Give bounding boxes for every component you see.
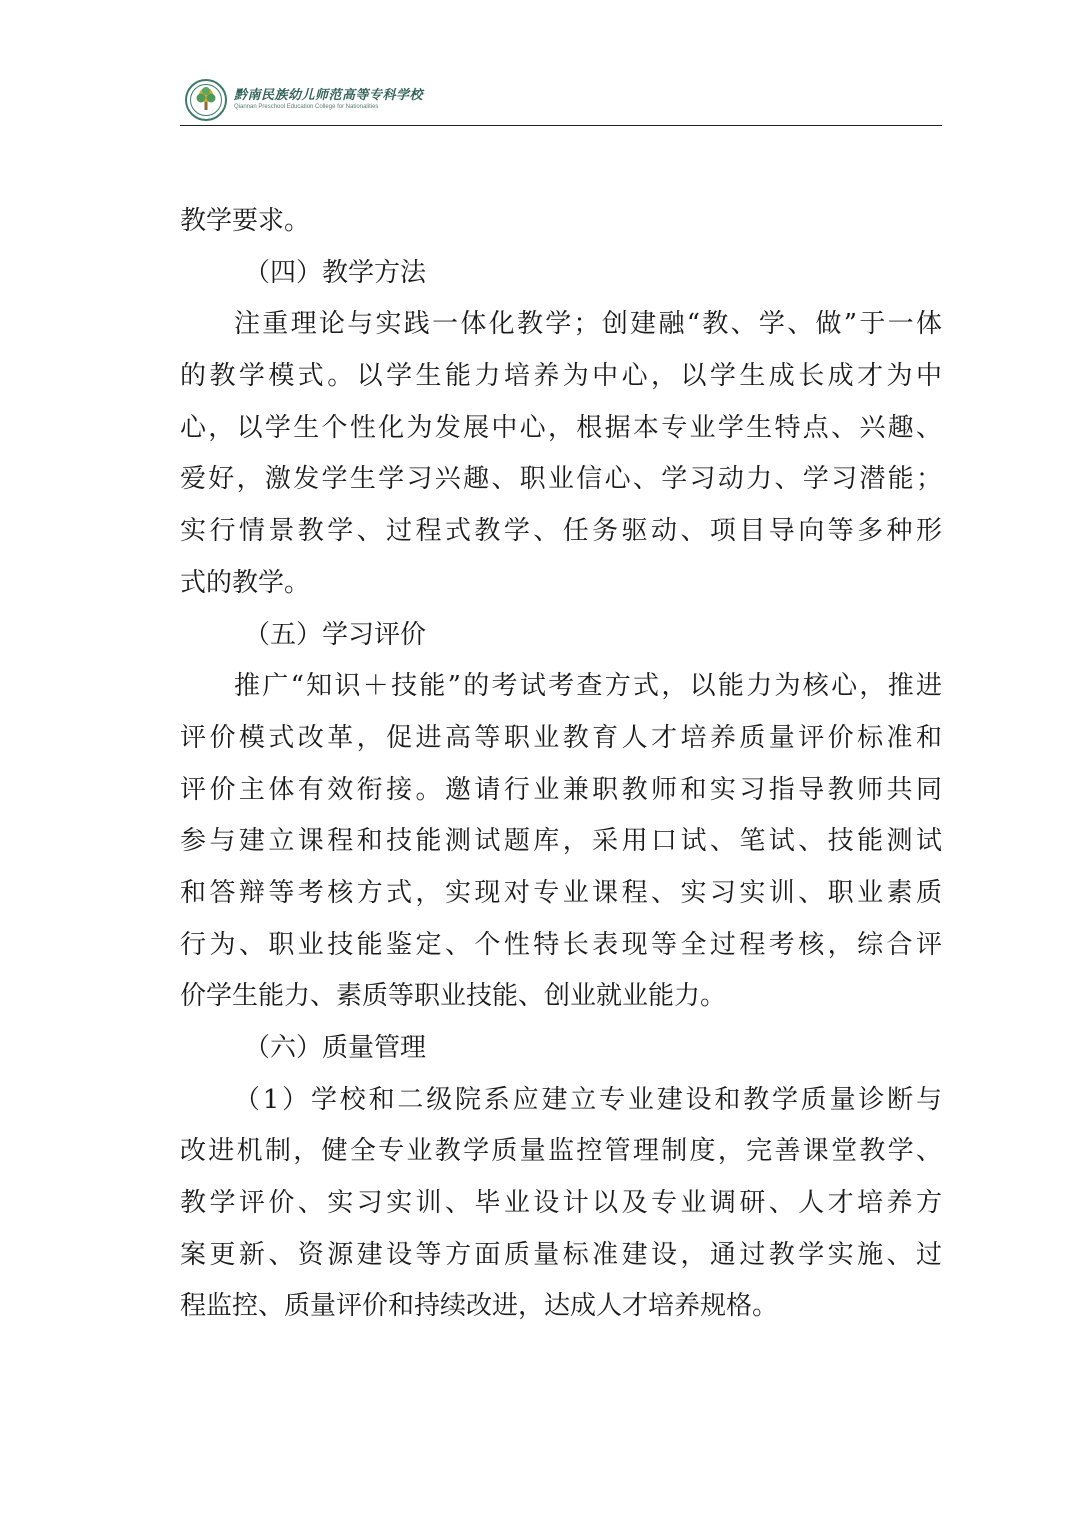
paragraph-line: 式的教学。	[180, 567, 311, 598]
paragraph-line: 推广“知识＋技能”的考试考查方式，以能力为核心，推进	[234, 671, 942, 702]
school-name-chinese: 黔南民族幼儿师范高等专科学校	[234, 88, 424, 103]
paragraph-line: 教学评价、实习实训、毕业设计以及专业调研、人才培养方	[180, 1188, 942, 1219]
paragraph-line: 和答辩等考核方式，实现对专业课程、实习实训、职业素质	[180, 877, 942, 908]
section-heading-teaching-methods: （四）教学方法	[244, 257, 427, 288]
school-name-english: Qiannan Preschool Education College for Nationalities	[234, 104, 379, 110]
paragraph-line: 案更新、资源建设等方面质量标准建设，通过教学实施、过	[180, 1239, 942, 1270]
paragraph-line: 爱好，激发学生学习兴趣、职业信心、学习动力、学习潜能；	[180, 464, 942, 495]
paragraph-line: 程监控、质量评价和持续改进，达成人才培养规格。	[180, 1291, 779, 1322]
paragraph-line: 价学生能力、素质等职业技能、创业就业能力。	[180, 981, 727, 1012]
paragraph-line: 评价模式改革，促进高等职业教育人才培养质量评价标准和	[180, 722, 942, 753]
school-emblem-icon	[184, 78, 228, 122]
paragraph-line: （1）学校和二级院系应建立专业建设和教学质量诊断与	[234, 1084, 942, 1115]
paragraph-line: 实行情景教学、过程式教学、任务驱动、项目导向等多种形	[180, 516, 942, 547]
paragraph-line: 评价主体有效衔接。邀请行业兼职教师和实习指导教师共同	[180, 774, 942, 805]
paragraph-line: 注重理论与实践一体化教学；创建融“教、学、做”于一体	[234, 309, 942, 340]
header-divider	[180, 125, 942, 126]
paragraph-line: 的教学模式。以学生能力培养为中心，以学生成长成才为中	[180, 361, 942, 392]
paragraph-line: 行为、职业技能鉴定、个性特长表现等全过程考核，综合评	[180, 929, 942, 960]
section-heading-quality-management: （六）质量管理	[244, 1033, 427, 1063]
paragraph-line: 参与建立课程和技能测试题库，采用口试、笔试、技能测试	[180, 826, 942, 857]
section-heading-learning-evaluation: （五）学习评价	[244, 619, 427, 650]
body-line: 教学要求。	[180, 206, 311, 236]
document-header	[180, 72, 942, 126]
document-body	[180, 196, 942, 1333]
paragraph-line: 心，以学生个性化为发展中心，根据本专业学生特点、兴趣、	[180, 412, 942, 443]
paragraph-line: 改进机制，健全专业教学质量监控管理制度，完善课堂教学、	[180, 1136, 942, 1167]
